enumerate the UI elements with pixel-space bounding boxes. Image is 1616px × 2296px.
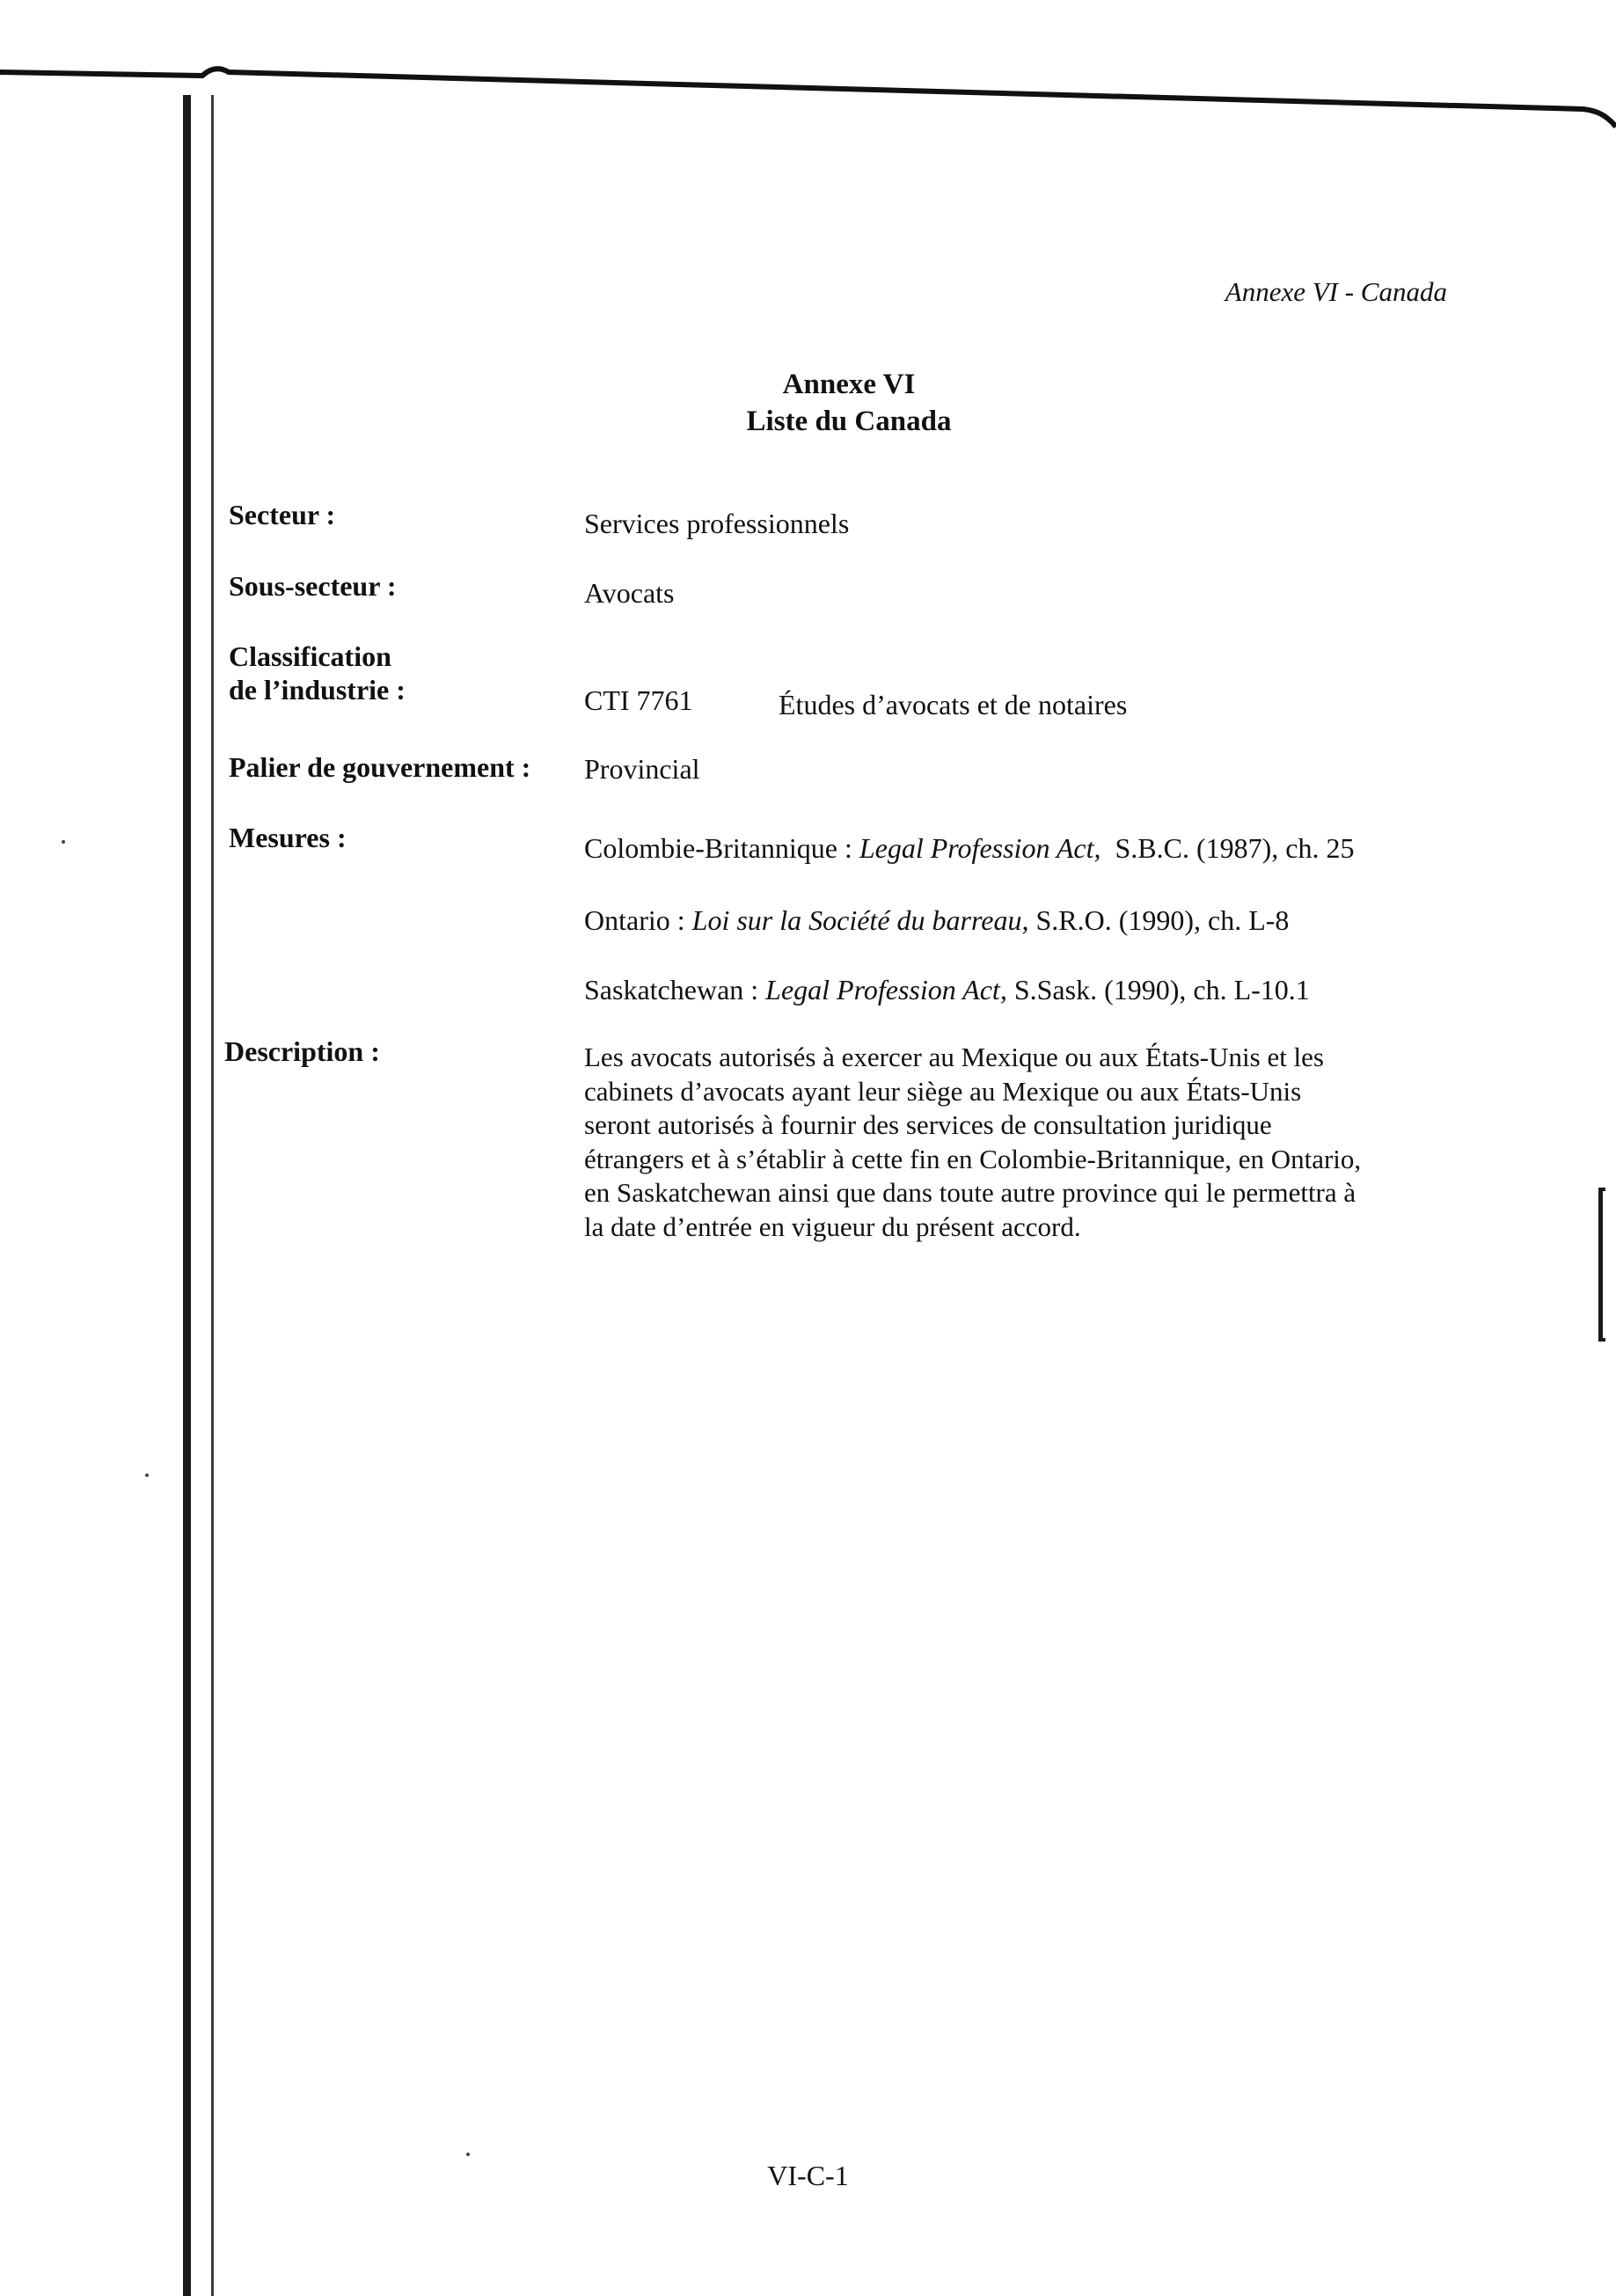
classification-description: Études d’avocats et de notaires: [779, 689, 1128, 720]
palier-label: Palier de gouvernement :: [229, 751, 531, 783]
mesures-label: Mesures :: [229, 822, 347, 853]
title-line-1: Annexe VI: [782, 369, 916, 400]
mesure-item: [584, 831, 1355, 865]
mesure-item: [584, 973, 1310, 1006]
scan-right-bracket: [1598, 1188, 1605, 1342]
page-number: VI-C-1: [767, 2160, 849, 2191]
scan-speck: [62, 840, 65, 844]
sous-secteur-value: Avocats: [584, 577, 675, 609]
description-text: [584, 1041, 1464, 1244]
classification-label-line-1: Classification: [229, 640, 391, 672]
scan-top-border: [0, 63, 1616, 160]
description-line: en Saskatchewan ainsi que dans toute autre province qui le permettra à: [584, 1177, 1356, 1208]
description-line: étrangers et à s’établir à cette fin en Colombie-Britannique, en Ontario,: [584, 1143, 1362, 1174]
palier-value: Provincial: [584, 753, 700, 785]
classification-label-line-2: de l’industrie :: [229, 674, 406, 706]
classification-code: CTI 7761: [584, 684, 693, 716]
mesure-jurisdiction: Ontario :: [584, 904, 692, 936]
secteur-label: Secteur :: [229, 499, 336, 530]
mesure-citation: S.B.C. (1987), ch. 25: [1100, 832, 1355, 864]
description-line: seront autorisés à fournir des services de consultation juridique: [584, 1109, 1272, 1140]
mesure-jurisdiction: Colombie-Britannique :: [584, 832, 859, 864]
scan-speck: [145, 1473, 149, 1477]
document-title: [563, 366, 1135, 440]
description-line: cabinets d’avocats ayant leur siège au Mexique ou aux États-Unis: [584, 1075, 1302, 1107]
description-line: Les avocats autorisés à exercer au Mexique ou aux États-Unis et les: [584, 1042, 1324, 1072]
mesure-citation: S.R.O. (1990), ch. L-8: [1028, 904, 1290, 936]
secteur-value: Services professionnels: [584, 508, 850, 539]
mesure-act: Loi sur la Société du barreau,: [691, 904, 1029, 936]
mesure-act: Legal Profession Act,: [765, 974, 1007, 1005]
scan-speck: [466, 2153, 470, 2156]
description-line: la date d’entrée en vigueur du présent accord.: [584, 1210, 1081, 1242]
scan-left-border: [183, 95, 191, 2296]
mesure-item: [584, 903, 1289, 937]
mesure-citation: S.Sask. (1990), ch. L-10.1: [1006, 974, 1310, 1005]
scan-left-border-inner: [211, 95, 214, 2296]
description-label: Description :: [224, 1035, 380, 1067]
classification-label: [229, 640, 406, 706]
running-head: Annexe VI - Canada: [1225, 276, 1447, 307]
title-line-2: Liste du Canada: [746, 406, 952, 437]
sous-secteur-label: Sous-secteur :: [229, 570, 397, 602]
mesure-jurisdiction: Saskatchewan :: [584, 974, 766, 1005]
mesure-act: Legal Profession Act,: [859, 832, 1101, 864]
